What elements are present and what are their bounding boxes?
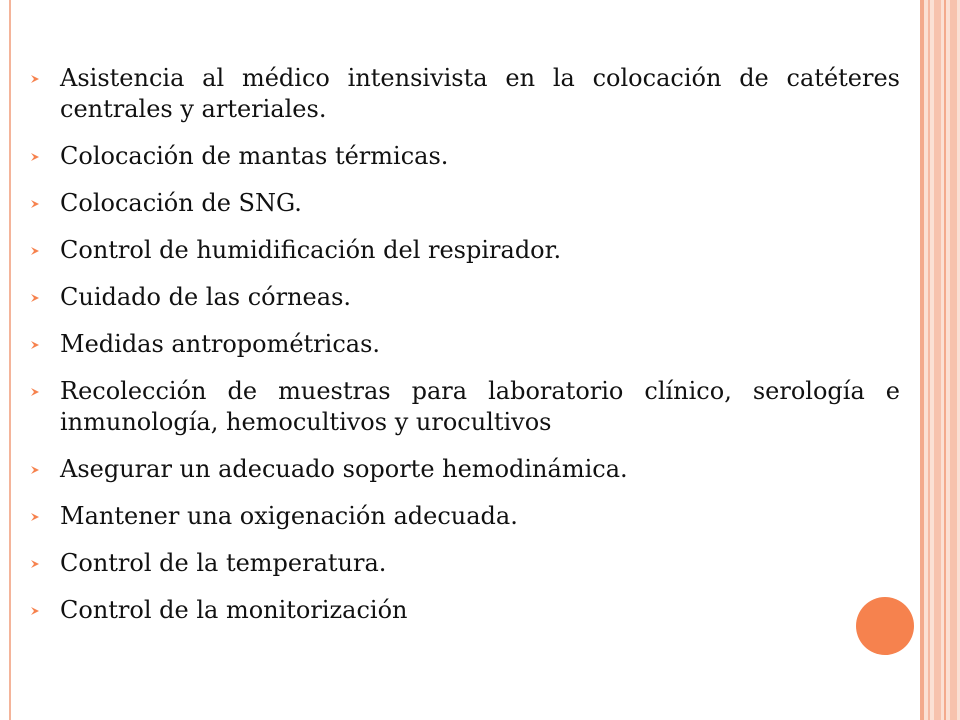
arrow-bullet-icon: [30, 63, 60, 84]
bullet-text: Control de la monitorización: [60, 596, 408, 624]
bullet-text: Cuidado de las córneas.: [60, 283, 352, 311]
arrow-bullet-icon: [30, 454, 60, 475]
arrow-bullet-icon: [30, 501, 60, 522]
bullet-list: [30, 63, 900, 642]
decorative-stripe: [950, 0, 957, 720]
bullet-text: Recolección de muestras para laboratorio clínico, serología e inmunología, hemocultivos y urocultivos: [60, 377, 900, 436]
bullet-item: [30, 454, 900, 485]
decorative-stripe: [920, 0, 924, 720]
bullet-item: [30, 595, 900, 626]
arrow-bullet-icon: [30, 329, 60, 350]
bullet-text: Control de humidificación del respirador.: [60, 236, 562, 264]
bullet-item: [30, 188, 900, 219]
arrow-bullet-icon: [30, 188, 60, 209]
bullet-item: [30, 548, 900, 579]
bullet-item: [30, 235, 900, 266]
arrow-bullet-icon: [30, 595, 60, 616]
bullet-text: Colocación de SNG.: [60, 189, 302, 217]
bullet-item: [30, 501, 900, 532]
decorative-stripe: [944, 0, 946, 720]
arrow-bullet-icon: [30, 141, 60, 162]
decorative-stripe: [928, 0, 930, 720]
decorative-stripe: [934, 0, 941, 720]
bullet-item: [30, 282, 900, 313]
bullet-text: Asistencia al médico intensivista en la colocación de catéteres centrales y arteriales.: [60, 64, 900, 123]
arrow-bullet-icon: [30, 376, 60, 397]
left-frame-line: [9, 0, 11, 720]
arrow-bullet-icon: [30, 282, 60, 303]
bullet-text: Medidas antropométricas.: [60, 330, 381, 358]
bullet-text: Asegurar un adecuado soporte hemodinámica.: [60, 455, 628, 483]
arrow-bullet-icon: [30, 235, 60, 256]
bullet-item: [30, 63, 900, 125]
bullet-text: Colocación de mantas térmicas.: [60, 142, 449, 170]
bullet-item: [30, 329, 900, 360]
bullet-item: [30, 141, 900, 172]
bullet-text: Control de la temperatura.: [60, 549, 387, 577]
bullet-item: [30, 376, 900, 438]
bullet-text: Mantener una oxigenación adecuada.: [60, 502, 518, 530]
arrow-bullet-icon: [30, 548, 60, 569]
